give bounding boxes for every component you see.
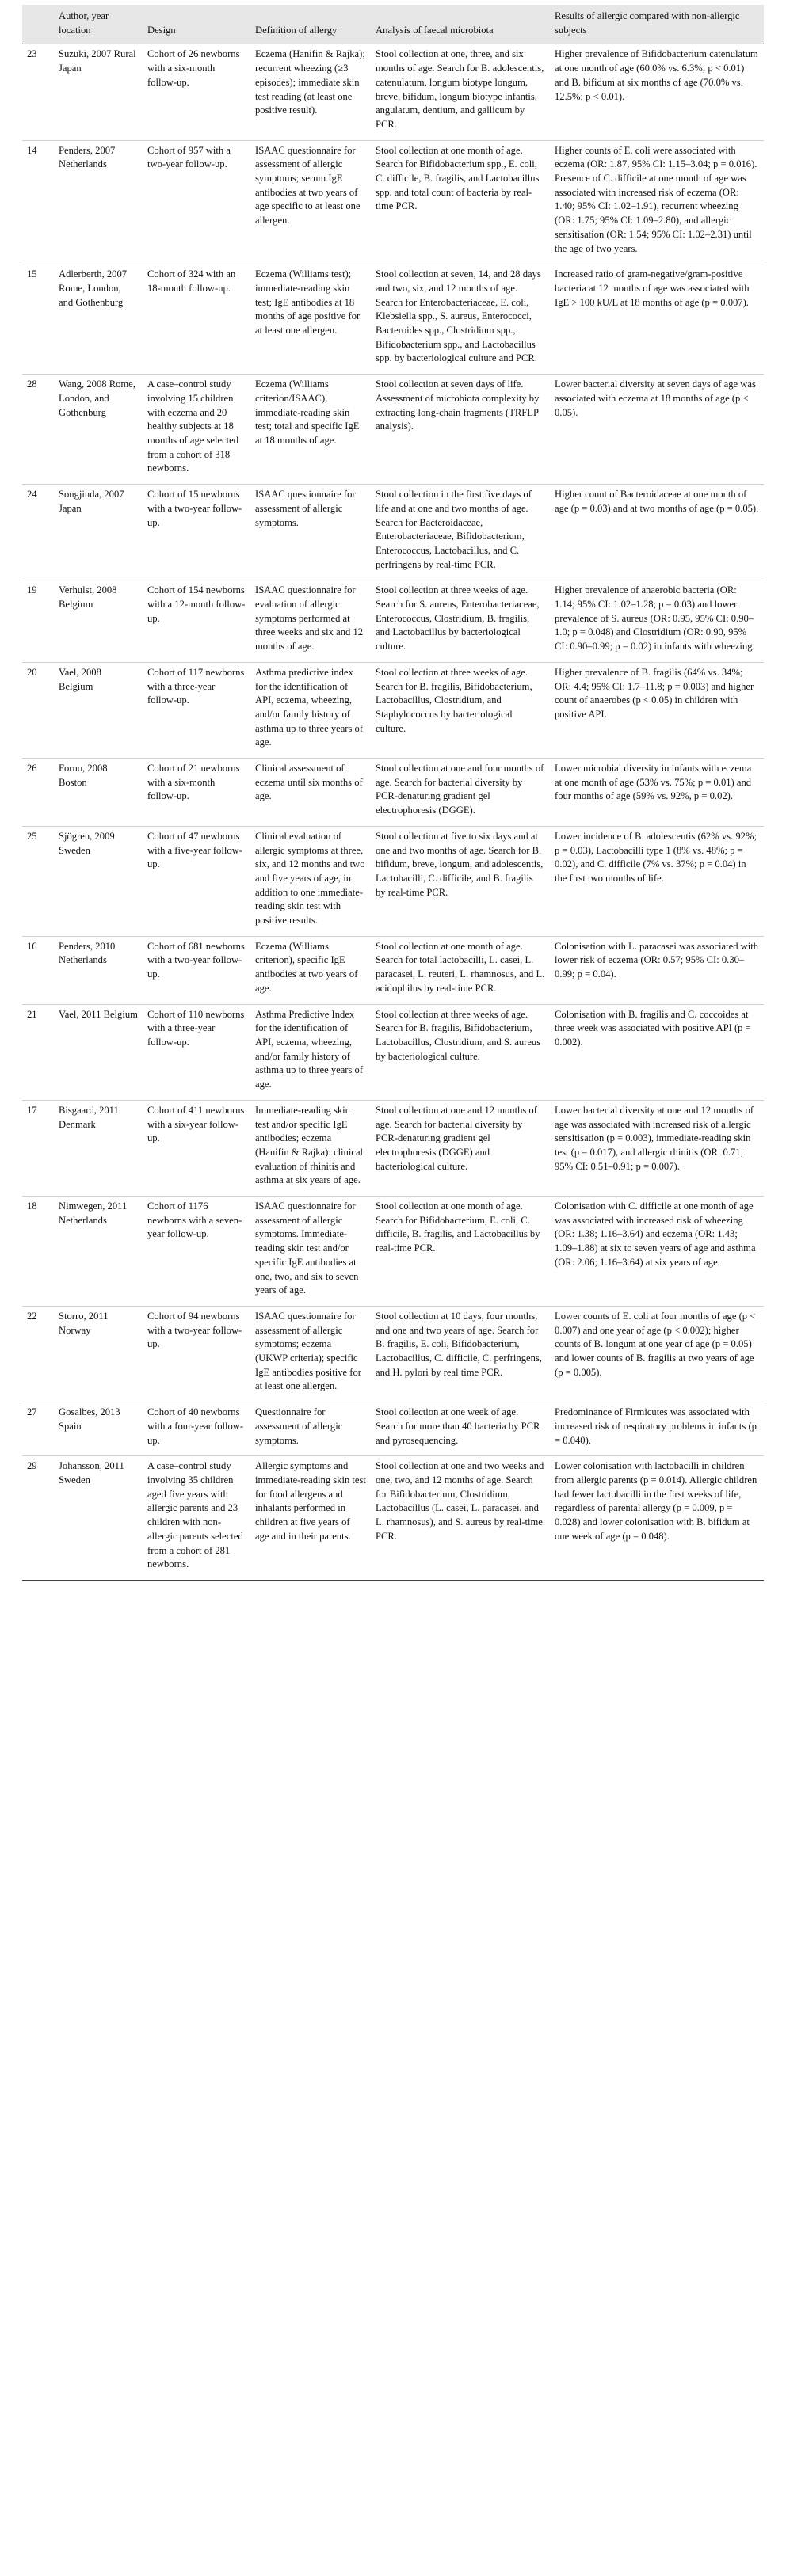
cell-ref: 15 bbox=[22, 264, 54, 375]
cell-design: Cohort of 26 newborns with a six-month follow-up. bbox=[147, 48, 240, 88]
cell-author: Verhulst, 2008 Belgium bbox=[54, 580, 143, 663]
cell-author: Bisgaard, 2011 Denmark bbox=[54, 1100, 143, 1196]
cell-author: Vael, 2011 Belgium bbox=[54, 1004, 143, 1100]
cell-analysis: Stool collection at five to six days and at one and two months of age. Search for B. bifidum, breve, longum, and adolescentis, Lactobacilli, C. difficile, and B. fragilis by real-time PCR. bbox=[371, 826, 550, 936]
table-row bbox=[22, 1100, 764, 1196]
cell-definition: Eczema (Williams criterion/ISAAC), immediate-reading skin test; total and specific IgE at 18 months of age. bbox=[250, 375, 371, 485]
cell-definition: Asthma predictive index for the identification of API, eczema, wheezing, and/or family history of asthma up to three years of age. bbox=[250, 662, 371, 758]
cell-analysis: Stool collection at one month of age. Search for Bifidobacterium, E. coli, C. difficile, B. fragilis, and Lactobacillus by real-time PCR. bbox=[371, 1197, 550, 1307]
cell-results: Higher prevalence of B. fragilis (64% vs. 34%; OR: 4.4; 95% CI: 1.7–11.8; p = 0.003) and higher count of anaerobes (p < 0.05) in children with positive API. bbox=[550, 662, 764, 758]
cell-author: Storro, 2011 Norway bbox=[54, 1306, 143, 1402]
cell-analysis: Stool collection at one week of age. Search for more than 40 bacteria by PCR and pyrosequencing. bbox=[371, 1402, 550, 1456]
cell-results: Lower microbial diversity in infants with eczema at one month of age (53% vs. 75%; p = 0.01) and four months of age (59% vs. 92%, p = 0.02). bbox=[550, 759, 764, 827]
cell-ref: 25 bbox=[22, 826, 54, 936]
cell-design: Cohort of 957 with a two-year follow-up. bbox=[143, 140, 250, 264]
table-row bbox=[22, 1402, 764, 1456]
cell-ref: 24 bbox=[22, 485, 54, 580]
table-row bbox=[22, 1306, 764, 1402]
cell-definition: Eczema (Williams test); immediate-reading skin test; IgE antibodies at 18 months of age positive for at least one allergen. bbox=[250, 264, 371, 375]
cell-ref: 19 bbox=[22, 580, 54, 663]
cell-results: Higher prevalence of anaerobic bacteria (OR: 1.14; 95% CI: 1.02–1.28; p = 0.03) and lower prevalence of S. aureus (OR: 0.95, 95% CI: 0.90–1.0; p = 0.048) and Clostridium (OR: 0.90, 95% CI: 0.90–0.99; p = 0.02) in infants with wheezing. bbox=[550, 580, 764, 663]
cell-ref: 26 bbox=[22, 759, 54, 827]
cell-ref: 22 bbox=[22, 1306, 54, 1402]
cell-analysis: Stool collection at one and two weeks and one, two, and 12 months of age. Search for Bifidobacterium, Clostridium, Lactobacillus (L. casei, L. paracasei, and L. rhamnosus), and S. aureus by real-time PCR. bbox=[371, 1456, 550, 1581]
cell-ref: 27 bbox=[22, 1402, 54, 1456]
cell-design: Cohort of 681 newborns with a two-year follow-up. bbox=[143, 936, 250, 1004]
cell-results: Lower bacterial diversity at one and 12 months of age was associated with increased risk of allergic sensitisation (p = 0.003), immediate-reading skin test (p = 0.017), and allergic rhinitis (OR: 0.71; 95% CI: 0.51–0.91; p = 0.007). bbox=[550, 1100, 764, 1196]
cell-design: Cohort of 47 newborns with a five-year follow-up. bbox=[143, 826, 250, 936]
table-row bbox=[22, 375, 764, 485]
cell-author: Forno, 2008 Boston bbox=[54, 759, 143, 827]
table-row bbox=[22, 1456, 764, 1581]
cell-results: Lower bacterial diversity at seven days of age was associated with eczema at 18 months of age (p < 0.05). bbox=[550, 375, 764, 485]
cell-design: Cohort of 110 newborns with a three-year follow-up. bbox=[143, 1004, 250, 1100]
table-row bbox=[22, 485, 764, 580]
cell-definition: Asthma Predictive Index for the identification of API, eczema, wheezing, and/or family history of asthma up to three years of age. bbox=[250, 1004, 371, 1100]
cell-ref: 21 bbox=[22, 1004, 54, 1100]
table-header bbox=[22, 5, 764, 44]
cell-design: A case–control study involving 35 children aged five years with allergic parents and 23 children with non-allergic parents selected from a cohort of 281 newborns. bbox=[143, 1456, 250, 1581]
cell-author: Vael, 2008 Belgium bbox=[54, 662, 143, 758]
cell-definition: Questionnaire for assessment of allergic symptoms. bbox=[250, 1402, 371, 1456]
table-row bbox=[22, 140, 764, 264]
table-row bbox=[22, 264, 764, 375]
table-row bbox=[22, 936, 764, 1004]
cell-author: Penders, 2010 Netherlands bbox=[54, 936, 143, 1004]
table-row bbox=[22, 826, 764, 936]
cell-ref: 29 bbox=[22, 1456, 54, 1581]
cell-analysis: Stool collection at one and 12 months of age. Search for bacterial diversity by PCR-denaturing gradient gel electrophoresis (DGGE) and bacteriological culture. bbox=[371, 1100, 550, 1196]
header-definition: Definition of allergy bbox=[250, 5, 371, 44]
cell-author: Adlerberth, 2007 Rome, London, and Gothenburg bbox=[54, 264, 143, 375]
cell-design: Cohort of 1176 newborns with a seven-year follow-up. bbox=[143, 1197, 250, 1307]
cell-definition: ISAAC questionnaire for assessment of allergic symptoms; eczema (UKWP criteria); specific IgE antibodies positive for at least one allergen. bbox=[250, 1306, 371, 1402]
cell-ref: 23 bbox=[27, 48, 37, 60]
cell-design: Cohort of 15 newborns with a two-year follow-up. bbox=[143, 485, 250, 580]
cell-design: Cohort of 324 with an 18-month follow-up. bbox=[143, 264, 250, 375]
cell-results: Increased ratio of gram-negative/gram-positive bacteria at 12 months of age was associated with IgE > 100 kU/L at 18 months of age (p = 0.007). bbox=[550, 264, 764, 375]
cell-author: Penders, 2007 Netherlands bbox=[54, 140, 143, 264]
table-row bbox=[22, 44, 764, 140]
header-results: Results of allergic compared with non-allergic subjects bbox=[550, 5, 764, 44]
cell-ref: 28 bbox=[22, 375, 54, 485]
cell-definition: Eczema (Hanifin & Rajka); recurrent wheezing (≥3 episodes); immediate skin test reading (at least one positive result). bbox=[255, 48, 365, 116]
cell-analysis: Stool collection at seven days of life. Assessment of microbiota complexity by extracting long-chain fragments (TRFLP analysis). bbox=[371, 375, 550, 485]
cell-author: Sjögren, 2009 Sweden bbox=[54, 826, 143, 936]
cell-design: Cohort of 21 newborns with a six-month follow-up. bbox=[143, 759, 250, 827]
cell-results: Higher count of Bacteroidaceae at one month of age (p = 0.03) and at two months of age (p = 0.05). bbox=[550, 485, 764, 580]
table-row bbox=[22, 662, 764, 758]
table-row bbox=[22, 759, 764, 827]
studies-table bbox=[22, 5, 764, 1581]
cell-author: Wang, 2008 Rome, London, and Gothenburg bbox=[54, 375, 143, 485]
cell-author: Gosalbes, 2013 Spain bbox=[54, 1402, 143, 1456]
cell-author: Songjinda, 2007 Japan bbox=[54, 485, 143, 580]
cell-results: Predominance of Firmicutes was associated with increased risk of respiratory problems in infants (p = 0.040). bbox=[550, 1402, 764, 1456]
cell-results: Colonisation with L. paracasei was associated with lower risk of eczema (OR: 0.57; 95% CI: 0.30–0.99; p = 0.04). bbox=[550, 936, 764, 1004]
cell-definition: Eczema (Williams criterion), specific IgE antibodies at two years of age. bbox=[250, 936, 371, 1004]
cell-analysis: Stool collection at 10 days, four months, and one and two years of age. Search for B. fragilis, E. coli, Bifidobacterium, Lactobacillus, C. difficile, C. perfringens, and H. pylori by real time PCR. bbox=[371, 1306, 550, 1402]
cell-author: Suzuki, 2007 Rural Japan bbox=[59, 48, 136, 74]
cell-design: Cohort of 94 newborns with a two-year follow-up. bbox=[143, 1306, 250, 1402]
header-analysis: Analysis of faecal microbiota bbox=[371, 5, 550, 44]
cell-analysis: Stool collection at three weeks of age. Search for B. fragilis, Bifidobacterium, Lactobacillus, Clostridium, and S. aureus by bacteriological culture. bbox=[371, 1004, 550, 1100]
cell-analysis: Stool collection at three weeks of age. Search for S. aureus, Enterobacteriaceae, Enterococcus, Clostridium, B. fragilis, and Lactobacillus by bacteriological culture. bbox=[371, 580, 550, 663]
cell-definition: ISAAC questionnaire for assessment of allergic symptoms; serum IgE antibodies at two years of age specific to at least one allergen. bbox=[250, 140, 371, 264]
cell-results: Lower colonisation with lactobacilli in children from allergic parents (p = 0.014). Allergic children had fewer lactobacilli in the first weeks of life, regardless of parental allergy (p = 0.009, p = 0.028) and lower colonisation with B. bifidum at one week of age (p = 0.048). bbox=[550, 1456, 764, 1581]
cell-design: Cohort of 40 newborns with a four-year follow-up. bbox=[143, 1402, 250, 1456]
cell-ref: 16 bbox=[22, 936, 54, 1004]
table-row bbox=[22, 580, 764, 663]
cell-analysis: Stool collection at three weeks of age. Search for B. fragilis, Bifidobacterium, Lactobacillus, Clostridium, and Staphylococcus by bacteriological culture. bbox=[371, 662, 550, 758]
cell-design: Cohort of 411 newborns with a six-year follow-up. bbox=[143, 1100, 250, 1196]
cell-analysis: Stool collection in the first five days of life and at one and two months of age. Search for Bacteroidaceae, Enterobacteriaceae, Bifidobacterium, Enterococcus, Lactobacillus, and C. perfringens by real-time PCR. bbox=[371, 485, 550, 580]
cell-analysis: Stool collection at one and four months of age. Search for bacterial diversity by PCR-denaturing gradient gel electrophoresis (DGGE). bbox=[371, 759, 550, 827]
header-ref bbox=[22, 5, 54, 44]
cell-author: Nimwegen, 2011 Netherlands bbox=[54, 1197, 143, 1307]
cell-definition: Allergic symptoms and immediate-reading skin test for food allergens and inhalants performed in children at five years of age and in their parents. bbox=[250, 1456, 371, 1581]
cell-author: Johansson, 2011 Sweden bbox=[54, 1456, 143, 1581]
cell-design: Cohort of 117 newborns with a three-year follow-up. bbox=[143, 662, 250, 758]
cell-ref: 17 bbox=[22, 1100, 54, 1196]
cell-results: Lower counts of E. coli at four months of age (p < 0.007) and one year of age (p < 0.002); higher counts of B. longum at one year of age (p = 0.05) and lower counts of B. fragilis at two years of age (p = 0.005). bbox=[550, 1306, 764, 1402]
cell-analysis: Stool collection at one month of age. Search for total lactobacilli, L. casei, L. paracasei, L. reuteri, L. rhamnosus, and L. acidophilus by real-time PCR. bbox=[371, 936, 550, 1004]
cell-results: Higher counts of E. coli were associated with eczema (OR: 1.87, 95% CI: 1.15–3.04; p = 0.016). Presence of C. difficile at one month of age was associated with increased risk of eczema (OR: 1.40; 95% CI: 1.02–1.91), recurrent wheezing (OR: 1.75; 95% CI: 1.09–2.80), and allergic sensitisation (OR: 1.54; 95% CI: 1.02–2.31) until the age of two years. bbox=[550, 140, 764, 264]
header-author: Author, year location bbox=[54, 5, 143, 44]
cell-analysis: Stool collection at one month of age. Search for Bifidobacterium spp., E. coli, C. difficile, B. fragilis, and Lactobacillus spp. and total count of bacteria by real-time PCR. bbox=[371, 140, 550, 264]
cell-analysis: Stool collection at one, three, and six months of age. Search for B. adolescentis, catenulatum, longum biotype longum, breve, bifidum, longum biotype infantis, angulatum, dentium, and gallicum by PCR. bbox=[376, 48, 544, 130]
cell-definition: Immediate-reading skin test and/or specific IgE antibodies; eczema (Hanifin & Rajka): clinical evaluation of rhinitis and asthma at six years of age. bbox=[250, 1100, 371, 1196]
table-body bbox=[22, 44, 764, 1581]
cell-ref: 18 bbox=[22, 1197, 54, 1307]
cell-results: Colonisation with B. fragilis and C. coccoides at three week was associated with positive API (p = 0.002). bbox=[550, 1004, 764, 1100]
cell-results: Higher prevalence of Bifidobacterium catenulatum at one month of age (60.0% vs. 6.3%; p < 0.01) and B. bifidum at six months of age (70.0% vs. 12.5%; p < 0.01). bbox=[555, 48, 758, 102]
cell-ref: 20 bbox=[22, 662, 54, 758]
cell-analysis: Stool collection at seven, 14, and 28 days and two, six, and 12 months of age. Search for Enterobacteriaceae, E. coli, Klebsiella spp., S. aureus, Enterococci, Bacteroides spp., Clostridium spp., Bifidobacterium spp., and Lactobacillus spp. by bacteriological culture and PCR. bbox=[371, 264, 550, 375]
table-row bbox=[22, 1197, 764, 1307]
cell-definition: ISAAC questionnaire for assessment of allergic symptoms. bbox=[250, 485, 371, 580]
cell-definition: Clinical assessment of eczema until six months of age. bbox=[250, 759, 371, 827]
cell-definition: Clinical evaluation of allergic symptoms at three, six, and 12 months and two and five years of age, in addition to one immediate-reading skin test with positive results. bbox=[250, 826, 371, 936]
cell-definition: ISAAC questionnaire for evaluation of allergic symptoms performed at three weeks and six and 12 months of age. bbox=[250, 580, 371, 663]
cell-design: A case–control study involving 15 children with eczema and 20 healthy subjects at 18 months of age selected from a cohort of 318 newborns. bbox=[143, 375, 250, 485]
cell-design: Cohort of 154 newborns with a 12-month follow-up. bbox=[143, 580, 250, 663]
table-row bbox=[22, 1004, 764, 1100]
cell-ref: 14 bbox=[22, 140, 54, 264]
cell-results: Colonisation with C. difficile at one month of age was associated with increased risk of wheezing (OR: 1.38; 1.16–3.64) and eczema (OR: 1.43; 1.09–1.88) at six to seven years of age and asthma (OR: 2.06; 1.16–3.64) at six years of age. bbox=[550, 1197, 764, 1307]
header-design: Design bbox=[143, 5, 250, 44]
cell-results: Lower incidence of B. adolescentis (62% vs. 92%; p = 0.03), Lactobacilli type 1 (8% vs. 48%; p = 0.02), and C. difficile (7% vs. 37%; p = 0.04) in the first two months of life. bbox=[550, 826, 764, 936]
cell-definition: ISAAC questionnaire for assessment of allergic symptoms. Immediate-reading skin test and/or specific IgE antibodies at one, two, and six to seven years of age. bbox=[250, 1197, 371, 1307]
